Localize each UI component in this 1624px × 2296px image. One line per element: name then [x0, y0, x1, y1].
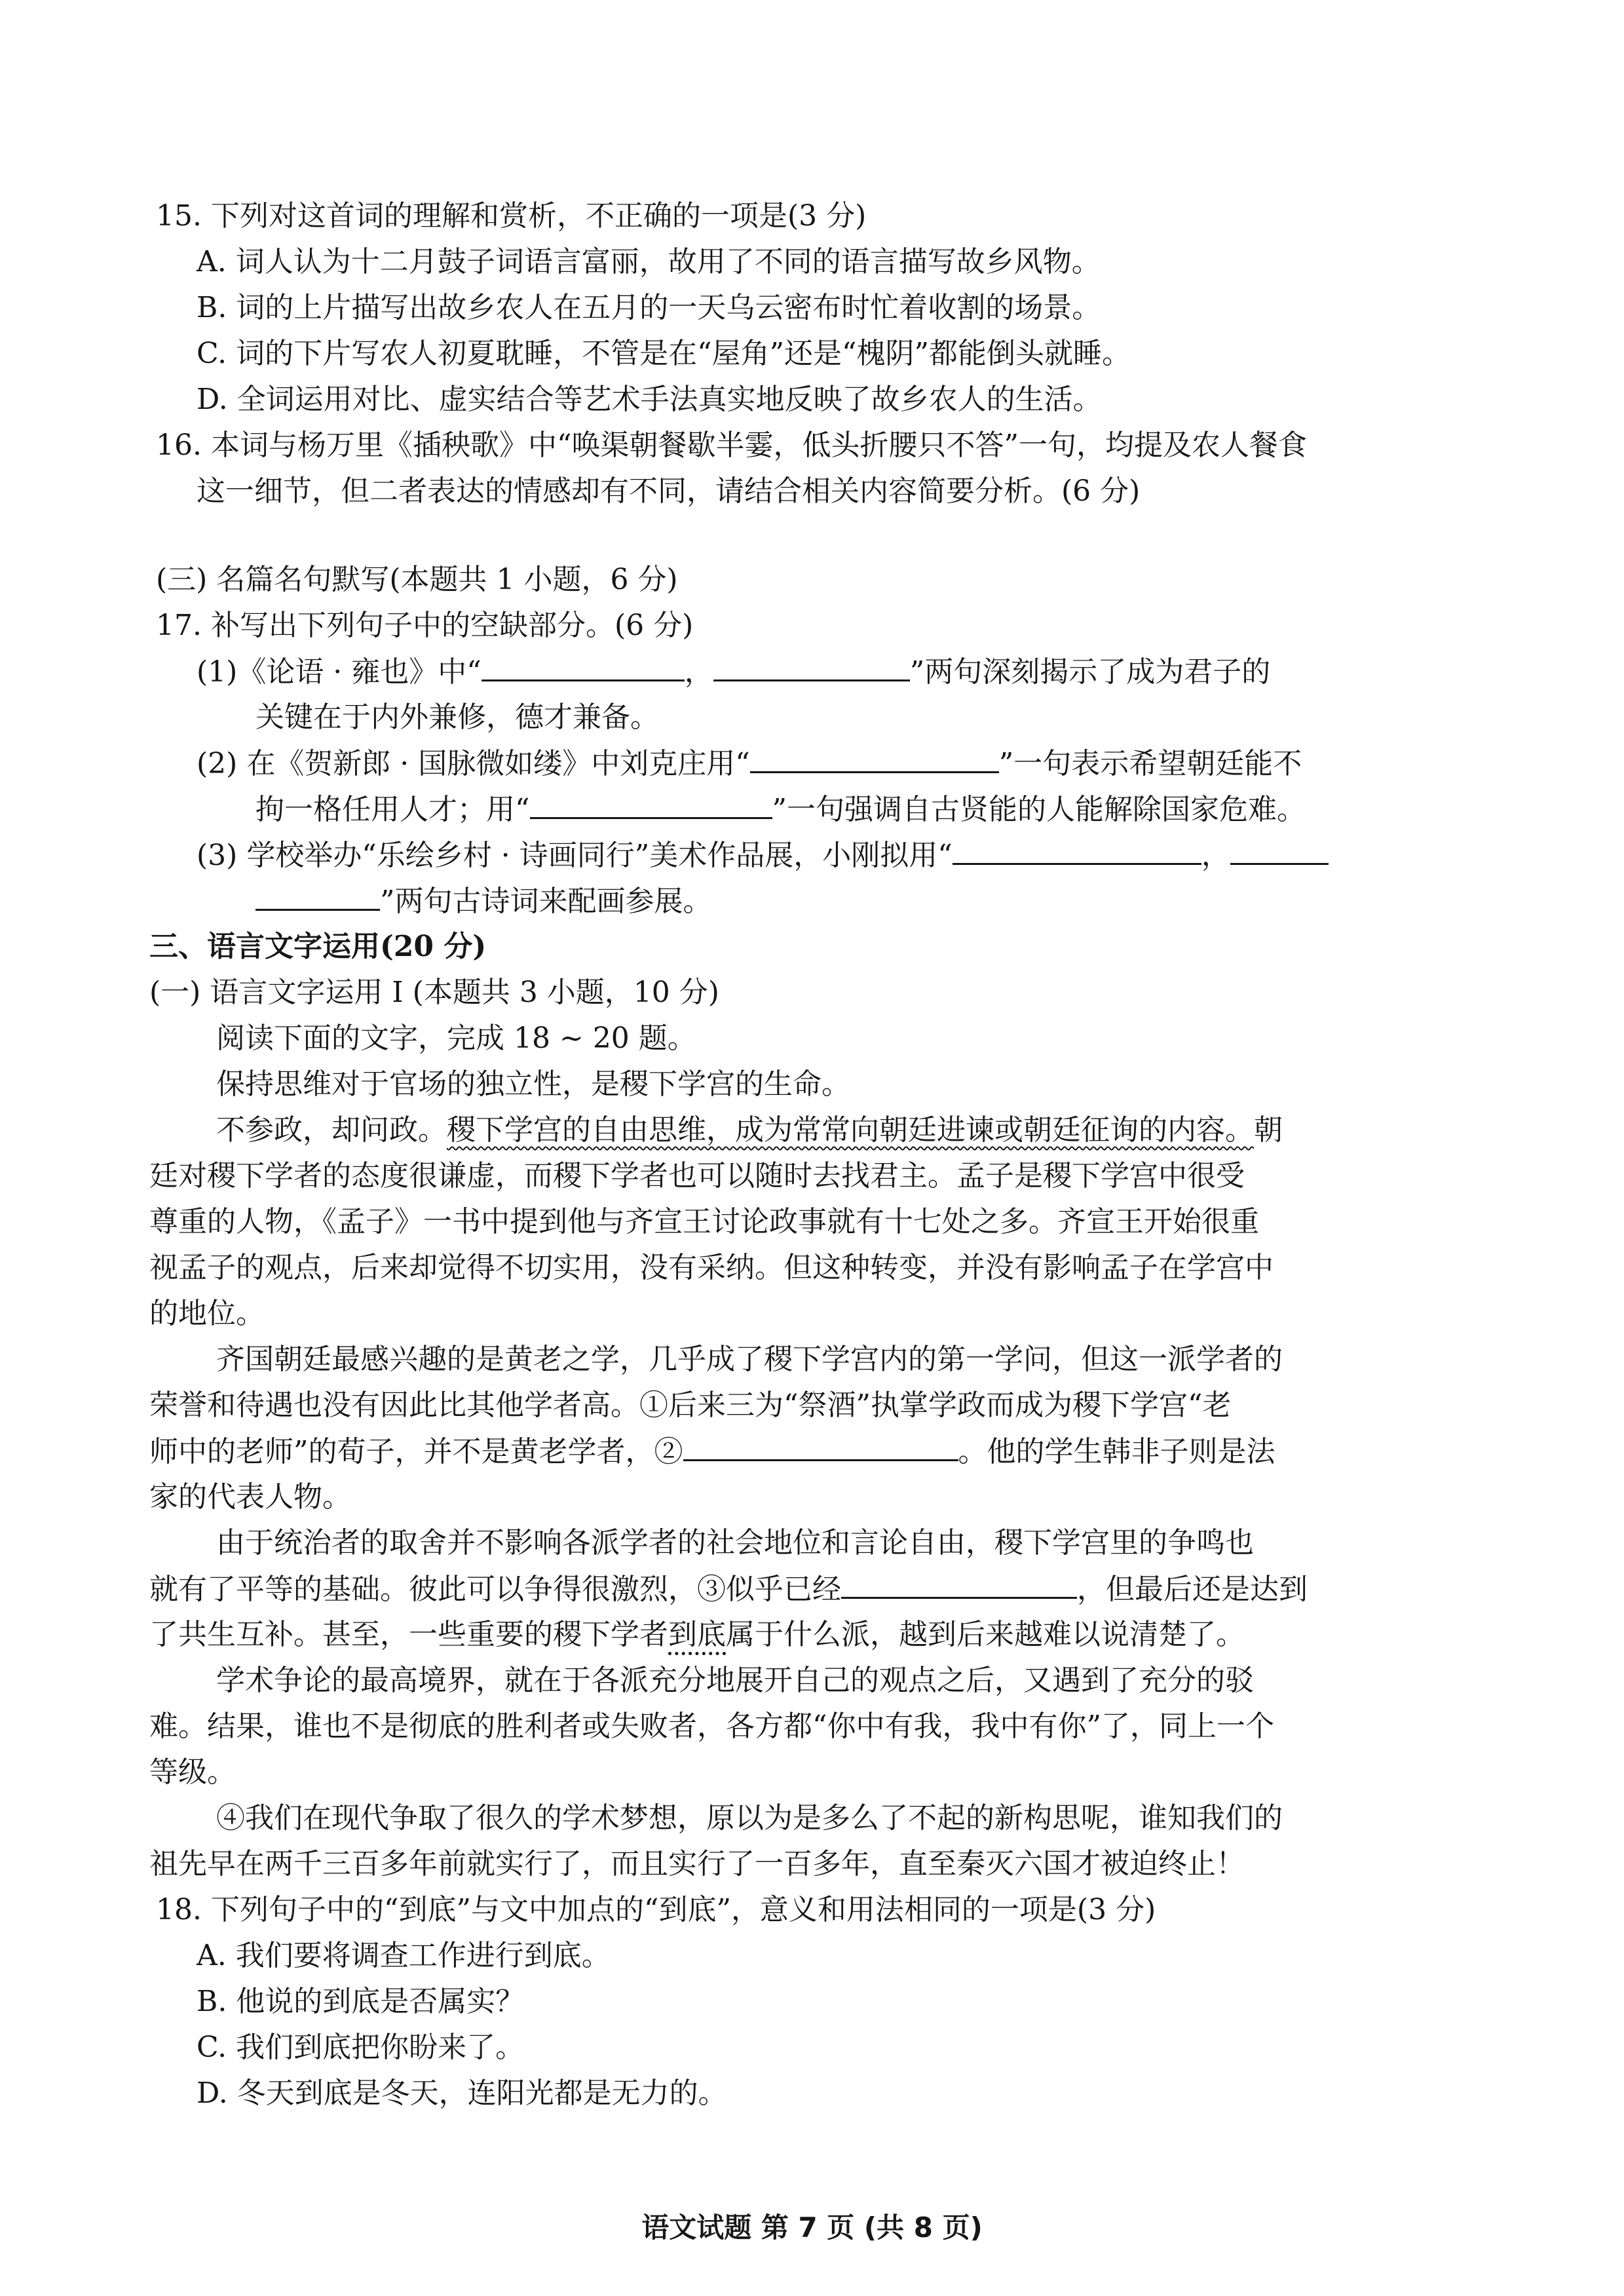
- q17-item2-line2-text-a: 拘一格任用人才；用“: [255, 793, 530, 826]
- section-3-heading: 三、语言文字运用(20 分): [149, 930, 487, 963]
- passage-p3-line2: 荣誉和待遇也没有因此比其他学者高。①后来三为“祭酒”执掌学政而成为稷下学宫“老: [149, 1388, 1232, 1422]
- q17-item2: [197, 744, 1302, 783]
- q17-blank-6b[interactable]: [255, 881, 380, 911]
- dotted-word-daodi: 到底: [668, 1618, 726, 1651]
- passage-p3-line3-b: 。他的学生韩非子则是法: [958, 1435, 1275, 1468]
- q17-item1-line2: 关键在于内外兼修，德才兼备。: [255, 700, 659, 734]
- q18-stem: 18. 下列句子中的“到底”与文中加点的“到底”，意义和用法相同的一项是(3 分): [156, 1893, 1156, 1926]
- passage-p5-line2: 难。结果，谁也不是彻底的胜利者或失败者，各方都“你中有我，我中有你”了，同上一个: [149, 1710, 1274, 1743]
- passage-p3-line1: 齐国朝廷最感兴趣的是黄老之学，几乎成了稷下学宫内的第一学问，但这一派学者的: [216, 1343, 1283, 1376]
- q18-option-b: B. 他说的到底是否属实？: [197, 1985, 525, 2018]
- q18-option-c: C. 我们到底把你盼来了。: [197, 2031, 525, 2064]
- q16-line1: 16. 本词与杨万里《插秧歌》中“唤渠朝餐歇半霎，低头折腰只不答”一句，均提及农人餐食: [156, 429, 1307, 462]
- passage-p1: 保持思维对于官场的独立性，是稷下学宫的生命。: [216, 1067, 850, 1101]
- passage-p5-line3: 等级。: [149, 1755, 236, 1789]
- q18-option-d: D. 冬天到底是冬天，连阳光都是无力的。: [197, 2076, 727, 2110]
- q17-item1-text-b: ，: [684, 655, 713, 689]
- q17-item2-text-b: ”一句表示希望朝廷能不: [998, 747, 1302, 780]
- passage-p6-line1: ④我们在现代争取了很久的学术梦想，原以为是多么了不起的新构思呢，谁知我们的: [216, 1801, 1283, 1835]
- q17-blank-2[interactable]: [713, 652, 910, 681]
- passage-p2-line1-a: 不参政，却问政。: [216, 1113, 447, 1147]
- passage-p4-line3-b: 属于什么派，越到后来越难以说清楚了。: [726, 1618, 1245, 1651]
- q17-blank-6a[interactable]: [1230, 835, 1329, 865]
- passage-p2-line1: [216, 1111, 1283, 1150]
- passage-p2-line2: 廷对稷下学者的态度很谦虚，而稷下学者也可以随时去找君主。孟子是稷下学宫中很受: [149, 1159, 1245, 1193]
- passage-blank-3[interactable]: [841, 1569, 1077, 1599]
- q17-blank-1[interactable]: [482, 652, 685, 681]
- q17-item2-text-a: (2) 在《贺新郎 · 国脉微如缕》中刘克庄用“: [197, 747, 750, 780]
- section-3-1-heading: (一) 语言文字运用 Ⅰ (本题共 3 小题，10 分): [149, 976, 719, 1009]
- q17-item3-line2: [255, 881, 712, 921]
- passage-p4-line3-a: 了共生互补。甚至，一些重要的稷下学者: [149, 1618, 668, 1651]
- passage-p3-line4: 家的代表人物。: [149, 1480, 351, 1514]
- q17-item3-line2-text: ”两句古诗词来配画参展。: [380, 885, 712, 918]
- q17-stem: 17. 补写出下列句子中的空缺部分。(6 分): [156, 609, 694, 642]
- q15-option-c: C. 词的下片写农人初夏耽睡，不管是在“屋角”还是“槐阴”都能倒头就睡。: [197, 337, 1131, 370]
- q15-option-a: A. 词人认为十二月鼓子词语言富丽，故用了不同的语言描写故乡风物。: [197, 245, 1101, 278]
- passage-p2-line3: 尊重的人物，《孟子》一书中提到他与齐宣王讨论政事就有十七处之多。齐宣王开始很重: [149, 1205, 1259, 1238]
- q17-item3-text-a: (3) 学校举办“乐绘乡村 · 诗画同行”美术作品展，小刚拟用“: [197, 839, 953, 872]
- passage-intro: 阅读下面的文字，完成 18 ~ 20 题。: [216, 1022, 696, 1055]
- q17-item3: [197, 835, 1329, 875]
- passage-p4-line2-a: 就有了平等的基础。彼此可以争得很激烈，③似乎已经: [149, 1573, 841, 1606]
- q17-item1-text-c: ”两句深刻揭示了成为君子的: [909, 655, 1271, 689]
- q17-item3-text-b: ，: [1201, 839, 1230, 872]
- q17-blank-3[interactable]: [750, 744, 999, 773]
- passage-p2-line5: 的地位。: [149, 1297, 265, 1330]
- watermark-shape: [818, 993, 1279, 1084]
- wavy-underlined-sentence: 稷下学宫的自由思维，成为常常向朝廷进谏或朝廷征询的内容。: [447, 1113, 1254, 1147]
- q17-item2-line2-text-b: ”一句强调自古贤能的人能解除国家危难。: [772, 793, 1306, 826]
- passage-p5-line1: 学术争论的最高境界，就在于各派充分地展开自己的观点之后，又遇到了充分的驳: [216, 1664, 1254, 1697]
- passage-p4-line1: 由于统治者的取舍并不影响各派学者的社会地位和言论自由，稷下学宫里的争鸣也: [216, 1526, 1254, 1559]
- passage-blank-2[interactable]: [683, 1432, 958, 1461]
- passage-p4-line2-b: ，但最后还是达到: [1077, 1573, 1308, 1606]
- passage-p4-line2: [149, 1569, 1308, 1609]
- passage-p2-line1-c: 朝: [1254, 1113, 1283, 1147]
- q17-item2-line2: [255, 790, 1306, 829]
- passage-p6-line2: 祖先早在两千三百多年前就实行了，而且实行了一百多年，直至秦灭六国才被迫终止！: [149, 1847, 1245, 1881]
- q17-item1: [197, 652, 1270, 691]
- q15-option-b: B. 词的上片描写出故乡农人在五月的一天乌云密布时忙着收割的场景。: [197, 291, 1101, 324]
- passage-p3-line3-a: 师中的老师”的荀子，并不是黄老学者，②: [149, 1435, 683, 1468]
- q15-option-d: D. 全词运用对比、虚实结合等艺术手法真实地反映了故乡农人的生活。: [197, 383, 1102, 416]
- section-3-3-heading: (三) 名篇名句默写(本题共 1 小题，6 分): [156, 563, 678, 596]
- q17-blank-4[interactable]: [530, 790, 772, 819]
- q15-stem: 15. 下列对这首词的理解和赏析，不正确的一项是(3 分): [156, 199, 867, 233]
- passage-p4-line3: [149, 1615, 1245, 1655]
- q17-item1-text-a: (1)《论语 · 雍也》中“: [197, 655, 482, 689]
- q17-blank-5[interactable]: [953, 835, 1201, 865]
- passage-p3-line3: [149, 1432, 1275, 1471]
- q16-line2: 这一细节，但二者表达的情感却有不同，请结合相关内容简要分析。(6 分): [197, 474, 1141, 508]
- passage-p2-line4: 视孟子的观点，后来却觉得不切实用，没有采纳。但这种转变，并没有影响孟子在学宫中: [149, 1251, 1274, 1284]
- page-footer: 语文试题 第 7 页 (共 8 页): [641, 2211, 983, 2244]
- q18-option-a: A. 我们要将调查工作进行到底。: [197, 1939, 611, 1972]
